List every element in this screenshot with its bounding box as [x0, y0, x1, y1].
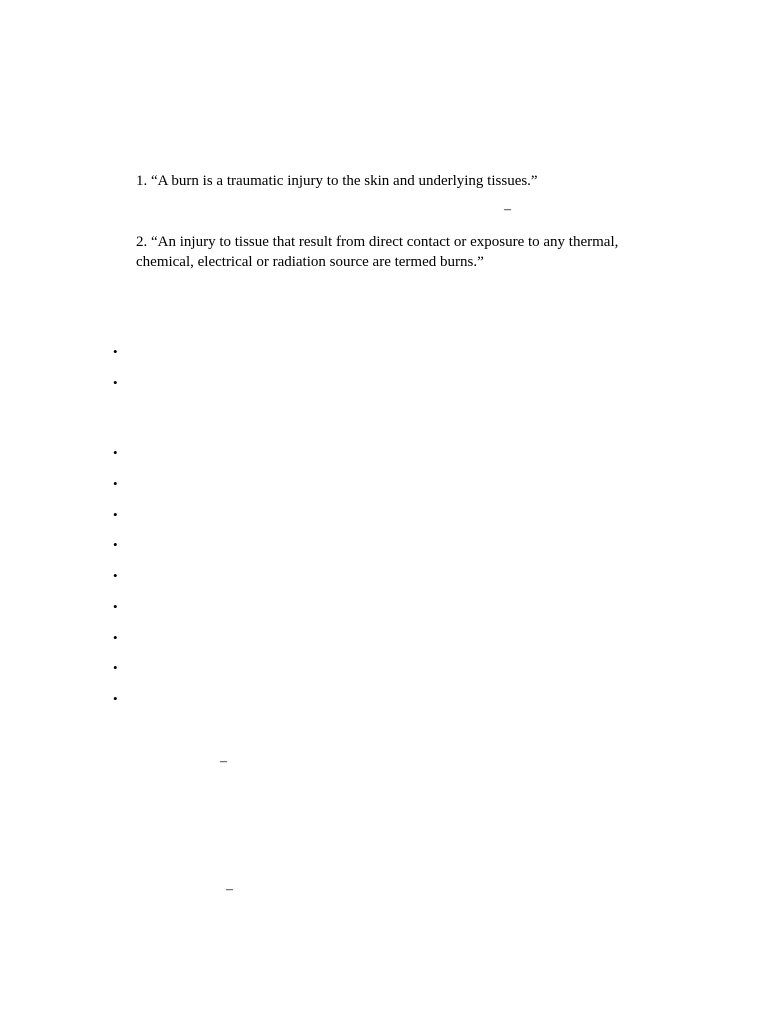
- definition-2-line-2: chemical, electrical or radiation source are termed burns.”: [136, 254, 484, 270]
- dash-mark-1: –: [504, 202, 511, 217]
- definition-2: [136, 232, 618, 272]
- definition-1-line-1: 1. “A burn is a traumatic injury to the skin and underlying tissues.”: [136, 173, 538, 189]
- bullet-5: •: [113, 507, 118, 522]
- bullet-9: •: [113, 630, 118, 645]
- definition-1: [136, 171, 538, 191]
- dash-mark-2: –: [220, 754, 227, 769]
- bullet-7: •: [113, 568, 118, 583]
- bullet-1: •: [113, 344, 118, 359]
- bullet-4: •: [113, 476, 118, 491]
- bullet-10: •: [113, 660, 118, 675]
- bullet-2: •: [113, 375, 118, 390]
- bullet-3: •: [113, 445, 118, 460]
- dash-mark-3: –: [226, 882, 233, 897]
- bullet-11: •: [113, 691, 118, 706]
- bullet-8: •: [113, 599, 118, 614]
- definition-2-line-1: 2. “An injury to tissue that result from direct contact or exposure to any thermal,: [136, 234, 619, 250]
- bullet-6: •: [113, 537, 118, 552]
